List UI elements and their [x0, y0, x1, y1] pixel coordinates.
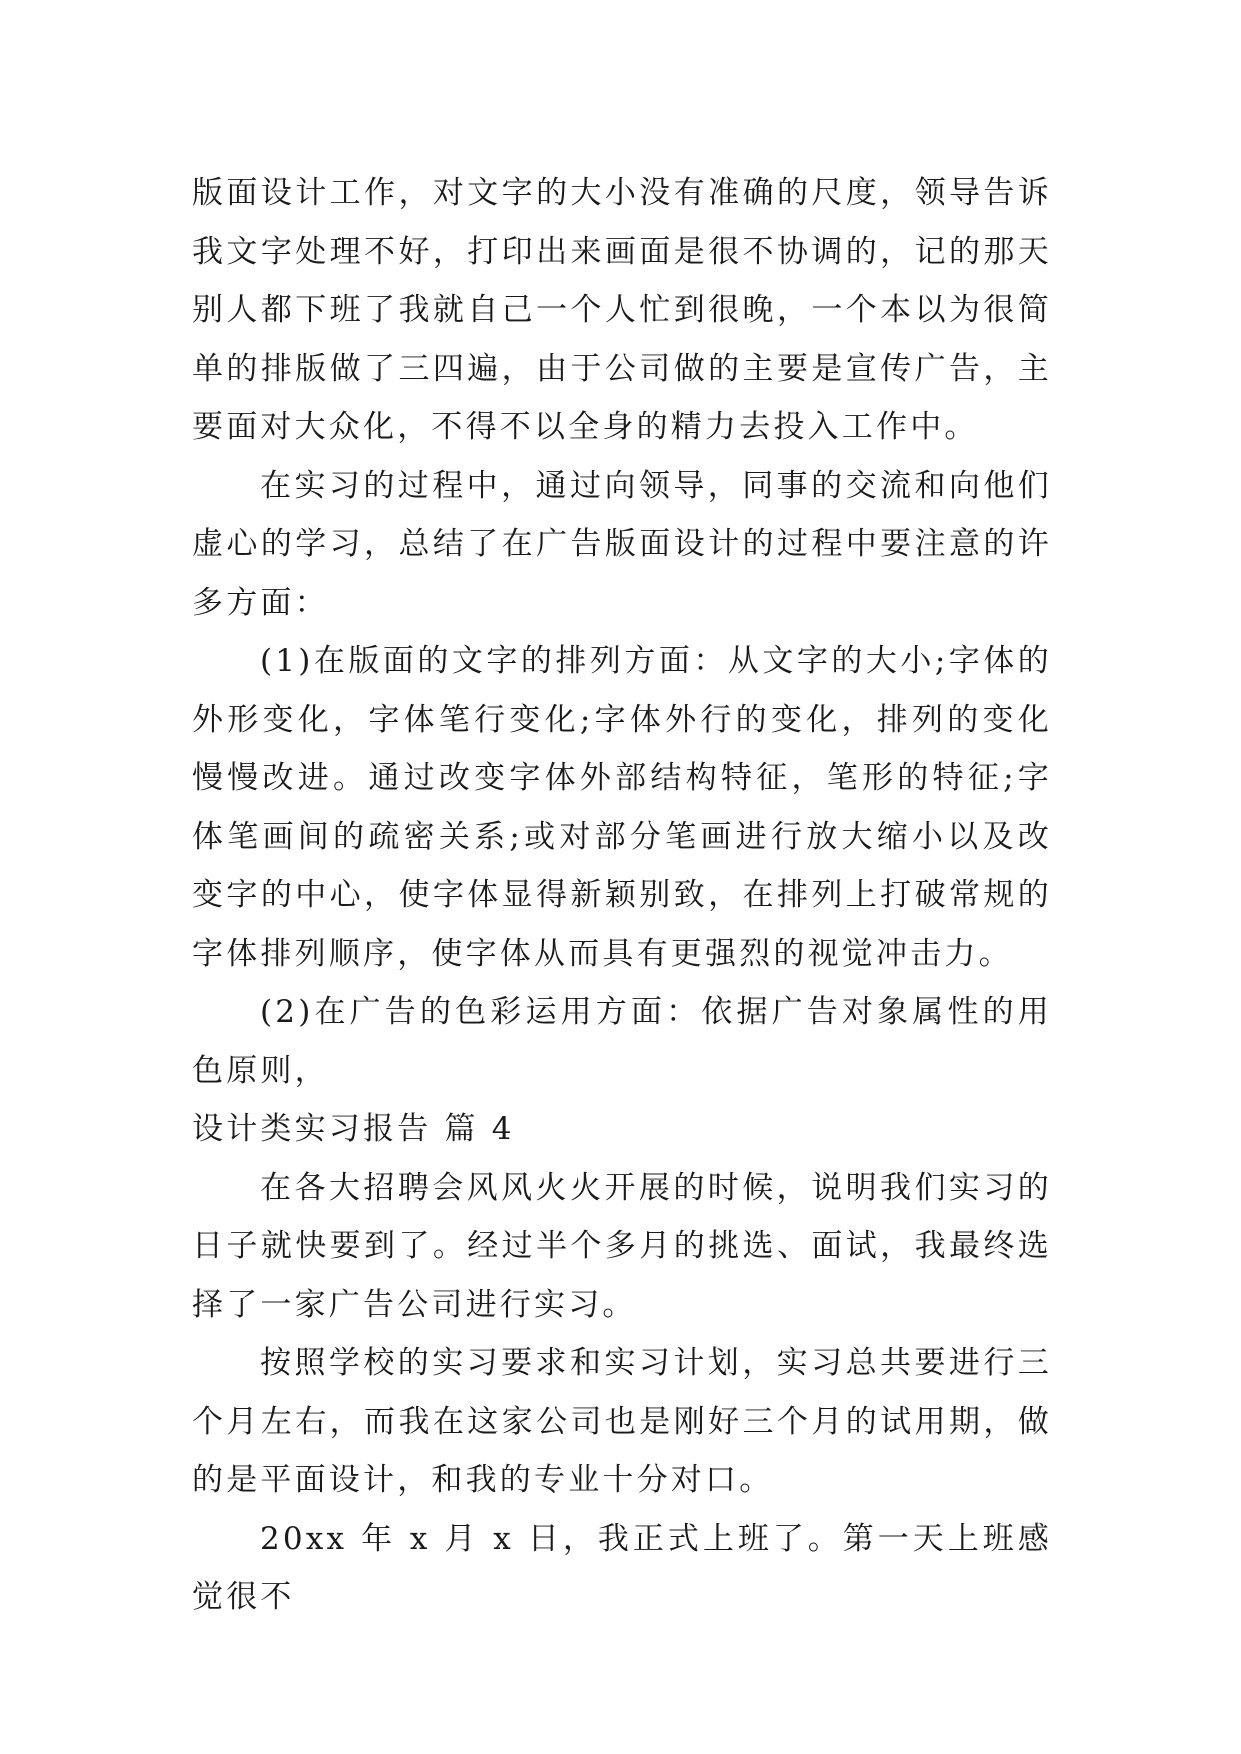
paragraph-internship-learning: 在实习的过程中，通过向领导，同事的交流和向他们虚心的学习，总结了在广告版面设计的过程中要注意的许多方面：	[192, 467, 1052, 621]
paragraph-text-arrangement: (1)在版面的文字的排列方面：从文字的大小;字体的外形变化，字体笔行变化;字体外行的变化，排列的变化慢慢改进。通过改变字体外部结构特征，笔形的特征;字体笔画间的疏密关系;或对部分笔画进行放大缩小以及改变字的中心，使字体显得新颖别致，在排列上打破常规的字体排列顺序，使字体从而具有更强烈的视觉冲击力。	[192, 643, 1052, 972]
paragraph-layout-work: 版面设计工作，对文字的大小没有准确的尺度，领导告诉我文字处理不好，打印出来画面是很不协调的，记的那天别人都下班了我就自己一个人忙到很晚，一个本以为很简单的排版做了三四遍，由于公司做的主要是宣传广告，主要面对大众化，不得不以全身的精力去投入工作中。	[192, 175, 1052, 445]
paragraph-job-fair: 在各大招聘会风风火火开展的时候，说明我们实习的日子就快要到了。经过半个多月的挑选、面试，我最终选择了一家广告公司进行实习。	[192, 1169, 1052, 1323]
paragraph-internship-plan: 按照学校的实习要求和实习计划，实习总共要进行三个月左右，而我在这家公司也是刚好三个月的试用期，做的是平面设计，和我的专业十分对口。	[192, 1345, 1052, 1498]
paragraph-first-day: 20xx 年 x 月 x 日，我正式上班了。第一天上班感觉很不	[192, 1520, 1052, 1615]
paragraph-color-usage: (2)在广告的色彩运用方面：依据广告对象属性的用色原则，	[192, 994, 1052, 1089]
body-text	[192, 164, 1052, 1627]
section-heading: 设计类实习报告 篇 4	[192, 1111, 515, 1147]
